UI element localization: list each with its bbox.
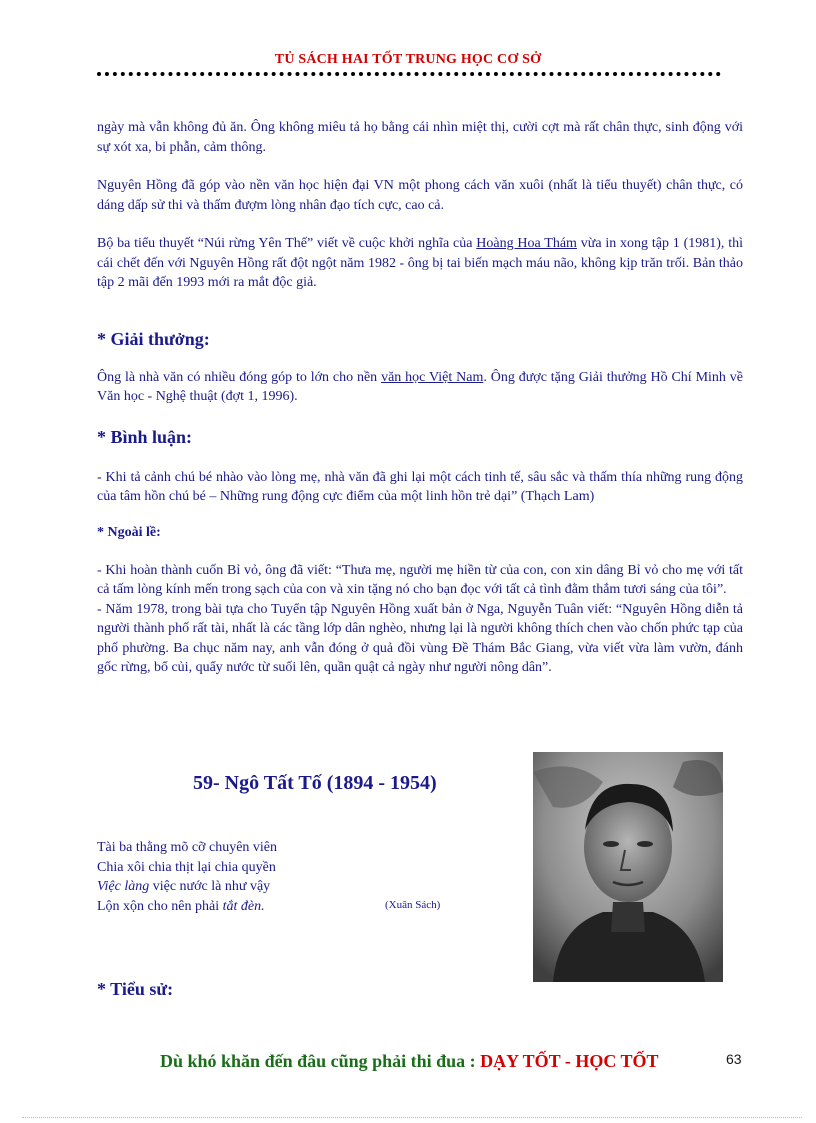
- link-van-hoc-viet-nam[interactable]: văn học Việt Nam: [381, 369, 484, 385]
- footer-motto: [160, 1051, 659, 1072]
- portrait-illustration: [533, 752, 723, 982]
- header-dotted-rule: [97, 72, 721, 76]
- binh-luan-text: - Khi tả cảnh chú bé nhào vào lòng mẹ, nhà văn đã ghi lại một cách tinh tế, sâu sắc và thấm thía những rung động của tâm hồn chú bé – Những rung động cực điểm của một linh hồn trẻ dại” (Thạch Lam): [97, 469, 743, 504]
- poem: [97, 838, 277, 916]
- paragraph-3: [97, 234, 743, 293]
- giai-thuong-text: [97, 368, 743, 407]
- poem-line-4-plain: Lộn xộn cho nên phải: [97, 898, 223, 914]
- paragraph-3-text-end: vừa in xong tập 1 (1981), thì cái chết đến với Nguyên Hồng rất đột ngột năm 1982 - ông bị tai biến mạch máu não, không kịp trăn trối. Bản thảo tập 2 mãi đến 1993 mới ra mắt độc giả.: [97, 236, 743, 290]
- paragraph-2: Nguyên Hồng đã góp vào nền văn học hiện đại VN một phong cách văn xuôi (nhất là tiểu thuyết) chân thực, có dáng dấp sử thi và thấm đượm lòng nhân đạo tích cực, cao cả.: [97, 178, 743, 213]
- poem-line-3: [97, 877, 277, 897]
- page-number: 63: [726, 1051, 742, 1067]
- poem-line-1: Tài ba thằng mõ cỡ chuyên viên: [97, 840, 278, 855]
- poem-line-4: [97, 897, 277, 917]
- section-heading-binh-luan: * Bình luận:: [97, 426, 193, 447]
- footer-motto-accent: DẠY TỐT - HỌC TỐT: [480, 1051, 659, 1071]
- paragraph-3-text-start: Bộ ba tiểu thuyết “Núi rừng Yên Thế” viết về cuộc khởi nghĩa của: [97, 236, 477, 251]
- page-content: [97, 118, 743, 678]
- poem-line-4-italic: tắt đèn.: [222, 898, 265, 914]
- paragraph-1: ngày mà vẫn không đủ ăn. Ông không miêu tả họ bằng cái nhìn miệt thị, cười cợt mà rất chân thực, sinh động với sự xót xa, bi phẫn, cảm thông.: [97, 120, 743, 155]
- giai-thuong-text-start: Ông là nhà văn có nhiều đóng góp to lớn cho nền: [97, 369, 382, 385]
- ngoai-le-text-2: - Năm 1978, trong bài tựa cho Tuyển tập Nguyên Hồng xuất bản ở Nga, Nguyễn Tuân viết: “Nguyên Hồng diễn tả người thành phố rất tài, nhất là các tầng lớp dân nghèo, nhưng lại là người không thích chen vào chốn phức tạp của phố phường. Ba chục năm nay, anh vẫn đóng ở quả đồi vùng Đề Thám Bắc Giang, vừa viết vừa làm vườn, đánh gốc rừng, bổ củi, quẩy nước từ suối lên, quần quật cả ngày như người nông dân”.: [97, 601, 743, 675]
- section-heading-tieu-su: * Tiểu sử:: [97, 979, 174, 999]
- poem-line-2: Chia xôi chia thịt lại chia quyền: [97, 859, 276, 875]
- ngoai-le-text-1: - Khi hoàn thành cuốn Bỉ vỏ, ông đã viết: “Thưa mẹ, người mẹ hiền từ của con, con xin dâng Bỉ vỏ cho mẹ với tất cả tấm lòng kính mến trong sạch của con và xin tặng nó cho bạn đọc với tất cả tình đằm thắm tươi sáng của tôi”.: [97, 562, 743, 597]
- running-header-title: TỦ SÁCH HAI TỐT TRUNG HỌC CƠ SỞ: [274, 52, 542, 67]
- poem-source: (Xuân Sách): [385, 899, 441, 911]
- footer-motto-main: Dù khó khăn đến đâu cũng phải thi đua :: [160, 1051, 481, 1071]
- author-portrait-photo: [533, 752, 723, 982]
- poem-line-3-italic: Việc làng: [97, 879, 150, 894]
- link-hoang-hoa-tham[interactable]: Hoàng Hoa Thám: [476, 236, 577, 251]
- footer-dotted-rule: [22, 1117, 802, 1118]
- section-heading-ngoai-le: * Ngoài lề:: [97, 524, 161, 540]
- giai-thuong-text-end: . Ông được tặng Giải thưởng Hồ Chí Minh về Văn học - Nghệ thuật (đợt 1, 1996).: [97, 369, 744, 404]
- section-heading-giai-thuong: * Giải thưởng:: [97, 328, 210, 349]
- author-heading: 59- Ngô Tất Tố (1894 - 1954): [193, 772, 437, 794]
- poem-line-3-rest: việc nước là như vậy: [149, 879, 271, 894]
